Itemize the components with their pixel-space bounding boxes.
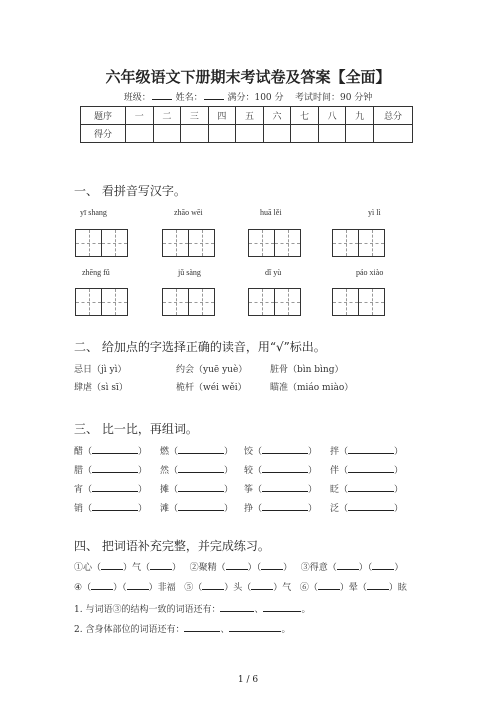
- paren-left: （: [169, 447, 179, 457]
- answer-blank[interactable]: [92, 502, 138, 511]
- paren-left: （: [253, 447, 263, 457]
- compare-item: [74, 482, 147, 495]
- answer-blank[interactable]: [337, 561, 359, 570]
- writing-grid[interactable]: [75, 288, 127, 316]
- answer-blank[interactable]: [101, 561, 123, 570]
- paren-right: ）: [308, 447, 318, 457]
- compare-char: 腊: [74, 466, 84, 476]
- reading-item[interactable]: 忌日（jì yì）: [74, 365, 127, 375]
- paren-left: （: [83, 504, 93, 514]
- paren-right: ）: [394, 447, 404, 457]
- answer-blank[interactable]: [202, 581, 224, 590]
- paren-right: ）: [224, 447, 234, 457]
- compare-char: 拌: [330, 447, 340, 457]
- table-cell: 得分: [81, 125, 126, 143]
- paren-right: ）: [394, 504, 404, 514]
- writing-grid[interactable]: [75, 229, 127, 257]
- answer-blank[interactable]: [348, 483, 394, 492]
- text-fragment: ）非福: [148, 583, 176, 593]
- pinyin-label: páo xiào: [356, 268, 384, 277]
- answer-blank[interactable]: [348, 502, 394, 511]
- question-text: 1. 与词语③的结构一致的词语还有：: [74, 605, 221, 615]
- answer-blank[interactable]: [262, 502, 308, 511]
- table-cell: 六: [263, 107, 291, 125]
- reading-item[interactable]: 瞄准（miáo miào）: [270, 383, 354, 393]
- writing-grid[interactable]: [332, 288, 384, 316]
- paren-right: ）: [394, 485, 404, 495]
- text-fragment: ）眩: [388, 583, 407, 593]
- compare-item: [244, 463, 317, 476]
- text-fragment: ⑥（: [299, 583, 318, 593]
- idiom-line-1: [74, 560, 403, 573]
- pinyin-label: yì lì: [368, 208, 381, 217]
- text-fragment: 。: [301, 605, 311, 615]
- page-number: 1 / 6: [237, 675, 259, 685]
- answer-blank[interactable]: [92, 483, 138, 492]
- compare-item: [160, 444, 233, 457]
- reading-item[interactable]: 脏骨（bìn bìng）: [270, 365, 344, 375]
- paren-left: （: [83, 485, 93, 495]
- page-title: 六年级语文下册期末考试卷及答案【全面】: [105, 68, 391, 86]
- section1-heading: 一、 看拼音写汉字。: [74, 184, 186, 198]
- answer-blank[interactable]: [220, 603, 254, 612]
- text-fragment: ⑤（: [184, 583, 203, 593]
- score-input-cell[interactable]: [181, 125, 209, 143]
- text-fragment: ）: [283, 563, 293, 573]
- score-input-cell[interactable]: [126, 125, 154, 143]
- idiom-line-2: [74, 580, 407, 593]
- compare-char: 滩: [160, 504, 170, 514]
- answer-blank[interactable]: [92, 464, 138, 473]
- writing-grid[interactable]: [162, 229, 214, 257]
- compare-item: [330, 444, 403, 457]
- text-fragment: ）（: [247, 563, 262, 573]
- compare-char: 筝: [244, 485, 254, 495]
- compare-char: 醋: [74, 447, 84, 457]
- exam-time: 考试时间：90 分钟: [294, 93, 373, 103]
- section3-heading: 三、 比一比，再组词。: [74, 422, 198, 436]
- answer-blank[interactable]: [262, 483, 308, 492]
- pinyin-label: huā lěi: [260, 208, 282, 217]
- answer-blank[interactable]: [178, 502, 224, 511]
- text-fragment: ）晕（: [339, 583, 367, 593]
- paren-right: ）: [308, 466, 318, 476]
- compare-char: 燃: [160, 447, 170, 457]
- text-fragment: 。: [281, 625, 291, 635]
- score-input-cell[interactable]: [318, 125, 346, 143]
- paren-left: （: [339, 466, 349, 476]
- writing-grid[interactable]: [248, 288, 300, 316]
- score-input-cell[interactable]: [208, 125, 236, 143]
- paren-right: ）: [308, 504, 318, 514]
- paren-left: （: [253, 466, 263, 476]
- text-fragment: ）: [394, 563, 404, 573]
- score-table: [80, 106, 413, 143]
- section2-heading: 二、 给加点的字选择正确的读音，用“√”标出。: [74, 340, 326, 354]
- paren-left: （: [169, 485, 179, 495]
- paren-right: ）: [308, 485, 318, 495]
- pinyin-label: dǐ yù: [265, 268, 282, 277]
- paren-left: （: [339, 447, 349, 457]
- class-label: 班级：: [123, 93, 151, 103]
- text-fragment: ④（: [74, 583, 92, 593]
- question-text: 2. 含身体部位的词语还有：: [74, 625, 185, 635]
- paren-right: ）: [224, 504, 234, 514]
- compare-char: 泛: [330, 504, 340, 514]
- table-cell: 题序: [81, 107, 126, 125]
- answer-blank[interactable]: [91, 581, 113, 590]
- answer-blank[interactable]: [318, 581, 340, 590]
- compare-item: [330, 482, 403, 495]
- text-fragment: ）（: [113, 583, 127, 593]
- paren-left: （: [169, 504, 179, 514]
- pinyin-label: jǔ sàng: [178, 268, 201, 277]
- class-blank: [152, 91, 172, 100]
- score-input-cell[interactable]: [263, 125, 291, 143]
- paren-left: （: [253, 485, 263, 495]
- score-input-cell[interactable]: [291, 125, 319, 143]
- score-input-cell[interactable]: [346, 125, 374, 143]
- score-header-row: [81, 107, 413, 125]
- exam-info: [0, 90, 496, 103]
- name-blank: [204, 91, 224, 100]
- compare-item: [160, 463, 233, 476]
- paren-left: （: [253, 504, 263, 514]
- score-value-row: [81, 125, 413, 143]
- writing-grid[interactable]: [248, 229, 300, 257]
- full-score: 满分：100 分: [227, 93, 284, 103]
- reading-item[interactable]: 桅杆（wéi wěi）: [176, 383, 247, 393]
- text-fragment: ①心（: [74, 563, 102, 573]
- answer-blank[interactable]: [262, 445, 308, 454]
- text-fragment: ）头（: [224, 583, 252, 593]
- score-input-cell[interactable]: [236, 125, 264, 143]
- answer-blank[interactable]: [261, 561, 283, 570]
- text-fragment: ）气（: [123, 563, 151, 573]
- compare-item: [244, 501, 317, 514]
- paren-left: （: [169, 466, 179, 476]
- table-cell: 二: [153, 107, 181, 125]
- score-input-cell[interactable]: [153, 125, 181, 143]
- table-cell: 七: [291, 107, 319, 125]
- text-fragment: ②聚精（: [189, 563, 226, 573]
- answer-blank[interactable]: [348, 464, 394, 473]
- table-cell: 五: [236, 107, 264, 125]
- answer-blank[interactable]: [367, 581, 389, 590]
- paren-left: （: [83, 466, 93, 476]
- answer-blank[interactable]: [127, 581, 149, 590]
- pinyin-label: zhēng fǔ: [82, 268, 110, 277]
- reading-item[interactable]: 约会（yuē yuè）: [176, 365, 248, 375]
- table-cell: 一: [126, 107, 154, 125]
- answer-blank[interactable]: [184, 623, 220, 632]
- compare-char: 伴: [330, 466, 340, 476]
- text-fragment: ）气: [273, 583, 292, 593]
- compare-char: 较: [244, 466, 254, 476]
- compare-item: [330, 463, 403, 476]
- paren-right: ）: [224, 466, 234, 476]
- pinyin-label: yī shang: [80, 208, 107, 217]
- section4-heading: 四、 把词语补充完整，并完成练习。: [74, 539, 270, 553]
- pinyin-label: zhāo wēi: [174, 208, 203, 217]
- compare-item: [160, 501, 233, 514]
- paren-right: ）: [138, 447, 148, 457]
- compare-char: 摊: [160, 485, 170, 495]
- compare-item: [74, 501, 147, 514]
- table-cell: 四: [208, 107, 236, 125]
- score-input-cell[interactable]: [374, 125, 413, 143]
- compare-item: [330, 501, 403, 514]
- table-cell: 三: [181, 107, 209, 125]
- text-fragment: 、: [220, 625, 230, 635]
- answer-blank[interactable]: [178, 483, 224, 492]
- answer-blank[interactable]: [178, 464, 224, 473]
- paren-left: （: [339, 485, 349, 495]
- compare-item: [244, 444, 317, 457]
- answer-blank[interactable]: [150, 561, 172, 570]
- paren-right: ）: [138, 466, 148, 476]
- answer-blank[interactable]: [178, 445, 224, 454]
- compare-char: 饺: [244, 447, 254, 457]
- table-cell: 总分: [374, 107, 413, 125]
- answer-blank[interactable]: [229, 623, 281, 632]
- answer-blank[interactable]: [251, 581, 273, 590]
- compare-char: 销: [74, 504, 84, 514]
- text-fragment: ）: [172, 563, 182, 573]
- compare-char: 宵: [74, 485, 84, 495]
- answer-blank[interactable]: [372, 561, 394, 570]
- question-2: [74, 622, 290, 635]
- reading-item[interactable]: 肆虐（sì sī）: [74, 383, 128, 393]
- paren-right: ）: [394, 466, 404, 476]
- answer-blank[interactable]: [92, 445, 138, 454]
- compare-item: [244, 482, 317, 495]
- paren-right: ）: [224, 485, 234, 495]
- writing-grid[interactable]: [332, 229, 384, 257]
- compare-item: [160, 482, 233, 495]
- compare-char: 挣: [244, 504, 254, 514]
- paren-left: （: [339, 504, 349, 514]
- paren-left: （: [83, 447, 93, 457]
- paren-right: ）: [138, 485, 148, 495]
- compare-item: [74, 463, 147, 476]
- writing-grid[interactable]: [162, 288, 214, 316]
- table-cell: 八: [318, 107, 346, 125]
- answer-blank[interactable]: [263, 603, 301, 612]
- text-fragment: ）（: [358, 563, 373, 573]
- compare-item: [74, 444, 147, 457]
- table-cell: 九: [346, 107, 374, 125]
- text-fragment: ③得意（: [300, 563, 337, 573]
- answer-blank[interactable]: [348, 445, 394, 454]
- question-1: [74, 602, 310, 615]
- name-label: 姓名：: [175, 93, 203, 103]
- answer-blank[interactable]: [262, 464, 308, 473]
- answer-blank[interactable]: [226, 561, 248, 570]
- compare-char: 然: [160, 466, 170, 476]
- compare-char: 眨: [330, 485, 340, 495]
- paren-right: ）: [138, 504, 148, 514]
- text-fragment: 、: [254, 605, 264, 615]
